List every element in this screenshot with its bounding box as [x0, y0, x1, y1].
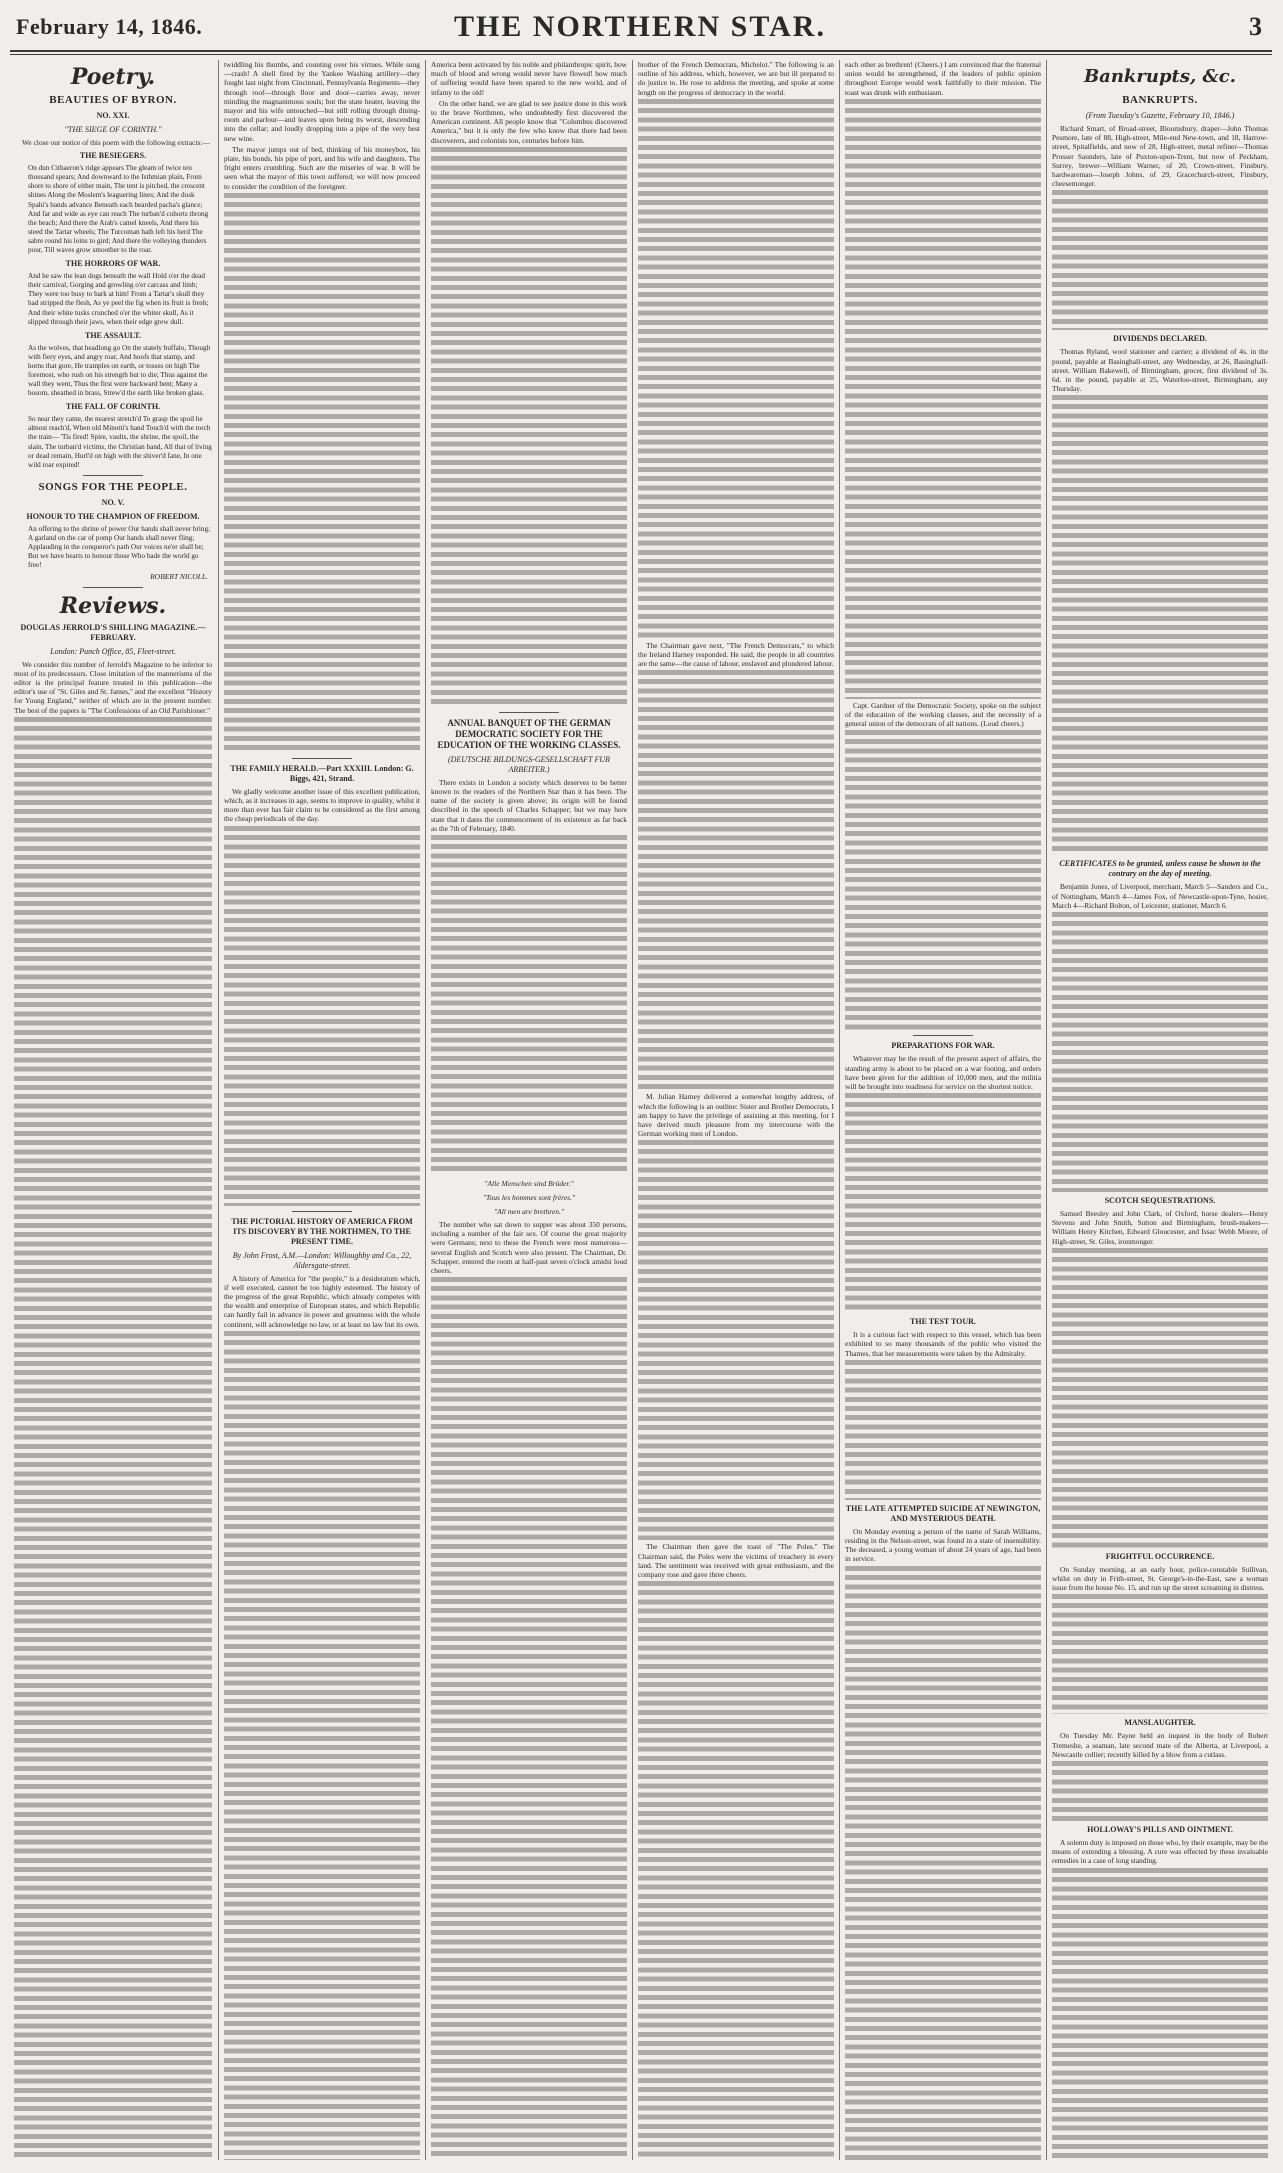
text-body-texture — [224, 1331, 420, 2160]
text-body-texture — [431, 1277, 627, 2160]
text-body-texture — [1052, 190, 1268, 330]
poem-intro: We close our notice of this poem with the following extracts:— — [22, 138, 210, 147]
text-body-texture — [638, 99, 834, 639]
poem-stanza: So near they came, the nearest stretch'd To grasp the spoil he almost reach'd, When old Minotti's hand Touch'd with the torch the train— 'Tis fired! Spire, vaults, the shrine, the spoil, the slain, The turban'd victims, the Christian band, All that of living or dead remain, Hurl'd on high with the shiver'd fane, In one wild roar expired! — [28, 415, 212, 469]
article-text: On Monday evening a person of the name of Sarah Williams, residing in the Nelson-street, was found in a state of insensibility. The deceased, a young woman of about 24 years of age, had been in service. — [845, 1526, 1041, 1564]
text-body-texture — [1052, 912, 1268, 1192]
article-text: The number who sat down to supper was about 350 persons, including a number of the fair sex. Of course the great majority were Germans; next to these the French were most numerous—several English and Scotch were also present. The Chairman, Dr. Schapper, entered the room at half-past seven o'clock amidst loud cheers. — [431, 1220, 627, 1276]
banquet-title: ANNUAL BANQUET OF THE GERMAN DEMOCRATIC SOCIETY FOR THE EDUCATION OF THE WORKING CLASSES. — [437, 717, 621, 750]
songs-number: NO. V. — [101, 497, 125, 507]
column-1 — [14, 60, 212, 2160]
poetry-heading: Poetry. — [70, 64, 156, 90]
outrage-title: THE TEST TOUR. — [910, 1317, 976, 1327]
gazette-source: (From Tuesday's Gazette, February 10, 1846.) — [1085, 111, 1235, 120]
article-text: Whatever may be the result of the present aspect of affairs, the standing army is about to be placed on a war footing, and orders have been given for the addition of 10,000 men, and the militia will be brought into readiness for service on the shortest notice. — [845, 1054, 1041, 1092]
text-body-texture — [845, 1566, 1041, 2160]
divider — [292, 758, 352, 759]
poem-stanza: An offering to the shrine of power Our hands shall never bring; A garland on the car of pomp Our hands shall never fling; Applauding in the conqueror's path Our voices ne'er shall be; But we have hearts to honour those Who bade the world go free! — [28, 524, 211, 570]
article-text: Richard Smart, of Broad-street, Bloomsbury, draper—John Thomas Pesmore, late of 88, High-street, Mile-end New-town, and 18, Harrow-street, Spitalfields, and now of 28, High-street, metal refiner—Thomas Prosser Saunders, late of Puxton-upon-Trent, but now of Peckham, Surrey, brewer—William Warner, of 20, Crown-street, Finsbury, hardwareman—Joseph Johns, of 29, Gracechurch-street, Finsbury, cheesemonger. — [1052, 124, 1268, 189]
text-body-texture — [845, 99, 1041, 699]
scotch-title: SCOTCH SEQUESTRATIONS. — [1104, 1196, 1216, 1206]
dividends-title: DIVIDENDS DECLARED. — [1113, 334, 1207, 344]
poem-subheading: THE BESIEGERS. — [79, 151, 147, 161]
column-rule — [425, 60, 426, 2160]
column-rule — [1046, 60, 1047, 2160]
poem-stanza: As the wolves, that headlong go On the stately buffalo, Though with fiery eyes, and angry roar, And hoofs that stamp, and horns that gore, He tramples on earth, or tosses on high The foremost, who rush on his strength but to die; Thus against the wall they went, Thus the first were backward bent; Many a bosom, sheathed in brass, Strew'd the earth like broken glass. — [28, 343, 211, 398]
article-text: each other as brethren! (Cheers.) I am convinced that the fraternal union would be strengthened, if the leaders of public opinion throughout Europe would work faithfully to their mission. The toast was drunk with enthusiasm. — [845, 60, 1041, 97]
page-number: 3 — [1249, 12, 1262, 41]
bankrupts-subheading: BANKRUPTS. — [1122, 94, 1198, 106]
article-text: The mayor jumps out of bed, thinking of his moneybox, his plate, his bonds, his pipe of port, and his wife and daughters. The fright enters crumbling. Such are the miseries of war. It will be seen what the mayor of this town suffered; we will now proceed to consider the condition of the foreigner. — [224, 144, 420, 191]
article-text: We gladly welcome another issue of this excellent publication, which, as it increases in age, seems to improve in quality, whilst it more than ever has fair claim to be considered as the first among the cheap periodicals of the day. — [224, 786, 420, 824]
poem-number: NO. XXI. — [96, 111, 130, 120]
text-body-texture — [845, 730, 1041, 1030]
text-body-texture — [845, 1360, 1041, 1500]
songs-poem-title: HONOUR TO THE CHAMPION OF FREEDOM. — [26, 511, 200, 521]
masthead-rule-thin — [10, 54, 1272, 55]
text-body-texture — [638, 1581, 834, 2160]
poem-signature: ROBERT NICOLL. — [150, 572, 208, 582]
text-body-texture — [224, 826, 420, 1206]
motto-english: "All men are brethren." — [493, 1207, 565, 1217]
column-4 — [638, 60, 834, 2160]
article-text: Thomas Ryland, wool stationer and carrier; a dividend of 4s. in the pound, payable at Basinghall-street, any Wednesday, at 26, Basinghall-street. William Bakewell, of Birmingham, grocer, first dividend of 3s. 6d. in the pound, payable at 25, Waterloo-street, Birmingham, any Thursday. — [1052, 347, 1268, 394]
text-body-texture — [638, 1140, 834, 1540]
column-5 — [845, 60, 1041, 2160]
article-text: Samuel Beesley and John Clark, of Oxford, horse dealers—Henry Stevens and John Smith, Sutton and Birmingham, brush-makers—William Henry Kitchen, Edward Gloucester, and Issac Webb Moore, of High-street, St. Giles, ironmonger. — [1052, 1209, 1268, 1246]
attempt-title: THE LATE ATTEMPTED SUICIDE AT NEWINGTON, AND MYSTERIOUS DEATH. — [845, 1503, 1041, 1523]
text-body-texture — [1052, 1594, 1268, 1714]
text-body-texture — [638, 670, 834, 1090]
article-text: America been activated by his noble and philanthropic spirit, how much of blood and wrong would never have flowed! how much of suffering would have been spared to the new world, and of infamy to the old! — [431, 60, 627, 97]
poem-stanza: On dun Cithaeron's ridge appears The gleam of twice ten thousand spears; And downward to the Isthmian plain, From shore to shore of either main, The tent is pitched, the crescent shines Along the Moslem's leaguering lines; And the dusk Spahi's bands advance Beneath each bearded pacha's glance; And far and wide as eye can reach The turban'd cohorts throng the beach; And there the Arab's camel kneels, And there his steed the Tartar wheels; The Turcoman hath left his herd The sabre round his loins to gird; And there the volleying thunders pour, Till waves grow smoother to the roar. — [28, 164, 209, 255]
divider — [83, 475, 143, 476]
poem-subheading: THE ASSAULT. — [84, 330, 142, 340]
review-text: We consider this number of Jerrold's Magazine to be inferior to most of its predecessors. Close imitation of the mannerisms of the editor is the principal feature treated in this publication—the editor's use of "St. Giles and St. James," and the excellent "History for Young England," neither of which are in the present number. The best of the papers is "The Confessions of an Old Parishioner." — [14, 659, 212, 715]
article-text: M. Julian Harney delivered a somewhat lengthy address, of which the following is an outline: Sister and Brother Democrats, I am happy to have the privilege of assisting at this meeting, for I have derived much pleasure from my intercourse with the German working men of London. — [638, 1092, 834, 1139]
article-text: On Tuesday Mr. Payne held an inquest in the body of Robert Tremeshe, a seaman, late second mate of the Alberta, at Liverpool, a Newcastle collier; recently killed by a blow from a cutlass. — [1052, 1731, 1268, 1759]
article-text: A solemn duty is imposed on those who, by their example, may be the means of extending a blessing. A cure was effected by these invaluable remedies in a case of long standing. — [1052, 1838, 1268, 1866]
text-body-texture — [1052, 395, 1268, 855]
article-text: On the other hand, we are glad to see justice done in this work to the brave Northmen, who undoubtedly first discovered the American continent. All people know that "Columbus discovered America," but it is only the few who know that there had been discoverers, and colonists too, centuries before him. — [431, 98, 627, 145]
pictorial-history-publisher: By John Frost, A.M.—London: Willoughby and Co., 22, Aldersgate-street. — [232, 1250, 412, 1270]
poem-subheading: THE HORRORS OF WAR. — [65, 259, 161, 269]
article-text: On Sunday morning, at an early hour, police-constable Sullivan, whilst on duty in Frith-street, St. George's-in-the-East, saw a woman issue from the house No. 15, and run up the street screaming in distress. — [1052, 1564, 1268, 1593]
poem-subheading: THE FALL OF CORINTH. — [65, 402, 161, 412]
column-rule — [218, 60, 219, 2160]
motto-french: "Tous les hommes sont frères." — [482, 1193, 576, 1203]
article-text: There exists in London a society which deserves to be better known to the readers of the Northern Star than it has been. The name of the society is given above; its origin will be found described in the speech of Charles Schapper; but we may here state that it dates the commencement of its existence as far back as the 7th of February, 1840. — [431, 777, 627, 833]
review-publisher: London: Punch Office, 85, Fleet-street. — [50, 646, 176, 656]
bankrupts-heading: Bankrupts, &c. — [1083, 66, 1237, 87]
article-text: It is a curious fact with respect to this vessel, which has been exhibited to so many thousands of the public who visited the Thames, that her measurements were taken by the Admiralty. — [845, 1330, 1041, 1358]
article-text: twiddling his thumbs, and counting over his virtues. While sung—crash! A shell fired by the Yankee Washing artillery—they fought last night from Cincinnati, Pennsylvania Regiments—they through roof—through floor and door—carries away, never minding the magnanimous souls; but the state heater, leaving the mayor and his wife untouched—but still rolling through dining-room and parlour—and leaves upon being its worst, descending into the cellar; and loudly dropping into a pipe of the very best new wine. — [224, 60, 420, 143]
text-body-texture — [14, 717, 212, 2160]
holloway-title: HOLLOWAY'S PILLS AND OINTMENT. — [1087, 1825, 1233, 1835]
article-text: Capt. Gardner of the Democratic Society, spoke on the subject of the education of the working classes, and the necessity of a general union of the democrats of all nations. (Loud cheers.) — [845, 700, 1041, 729]
pictorial-history-title: THE PICTORIAL HISTORY OF AMERICA FROM ITS DISCOVERY BY THE NORTHMEN, TO THE PRESENT TIME. — [231, 1216, 413, 1246]
text-body-texture — [431, 147, 627, 707]
masthead-rule — [10, 50, 1272, 52]
column-3 — [431, 60, 627, 2160]
masthead — [10, 4, 1270, 48]
text-body-texture — [1052, 1868, 1268, 2160]
column-rule — [632, 60, 633, 2160]
column-6 — [1052, 60, 1268, 2160]
text-body-texture — [224, 193, 420, 753]
article-text: Benjamin Jones, of Liverpool, merchant, March 5—Sanders and Co., of Nottingham, March 4—James Fox, of Newcastle-upon-Tyne, hosier, March 4—Richard Bolton, of Leicester, stationer, March 6. — [1052, 882, 1268, 910]
article-text: brother of the French Democrats, Michelot." The following is an outline of his address, which, however, we are but ill prepared to do justice to. He rose to address the meeting, and spoke at some length on the progress of democracy in the world. — [638, 60, 834, 97]
manslaughter-title: MANSLAUGHTER. — [1124, 1718, 1196, 1728]
motto-german: "Alle Menschen sind Brüder." — [484, 1179, 574, 1189]
divider — [292, 1211, 352, 1212]
frightful-title: FRIGHTFUL OCCURRENCE. — [1105, 1551, 1215, 1561]
family-herald-title: THE FAMILY HERALD.—Part XXXIII. London: G. Biggs, 421, Strand. — [230, 763, 414, 783]
review-title: DOUGLAS JERROLD'S SHILLING MAGAZINE.—FEBRUARY. — [20, 622, 206, 642]
column-2 — [224, 60, 420, 2160]
article-text: A history of America for "the people," is a desideratum which, if well executed, cannot be too highly esteemed. The history of the progress of the great Republic, which already competes with the wealth and enterprise of European states, and which Republic can hardly fail in advance in power and greatness with the whole continent, will acknowledge no law, or at least no law but its own. — [224, 1273, 420, 1329]
certificates-title: CERTIFICATES to be granted, unless cause be shown to the contrary on the day of meeting. — [1059, 859, 1261, 879]
divider — [499, 712, 559, 713]
war-title: PREPARATIONS FOR WAR. — [891, 1041, 995, 1051]
article-text: The Chairman then gave the toast of "The Poles." The Chairman said, the Poles were the victims of treachery in every land. The sentiment was received with great enthusiasm, and the company rose and gave three cheers. — [638, 1542, 834, 1580]
article-text: The Chairman gave next, "The French Democrats," to which the Ireland Harney responded. He said, the people in all countries are the same—the cause of labour, enslaved and plundered labour. — [638, 640, 834, 669]
reviews-heading: Reviews. — [59, 592, 167, 619]
divider — [913, 1035, 973, 1036]
divider — [83, 587, 143, 588]
poem-title: BEAUTIES OF BYRON. — [49, 94, 177, 106]
banquet-subtitle: (DEUTSCHE BILDUNGS-GESELLSCHAFT FUR ARBEITER.) — [447, 754, 611, 774]
text-body-texture — [845, 1093, 1041, 1313]
text-body-texture — [1052, 1248, 1268, 1548]
songs-title: SONGS FOR THE PEOPLE. — [38, 480, 188, 493]
issue-date: February 14, 1846. — [16, 14, 203, 39]
poem-stanza: And he saw the lean dogs beneath the wall Hold o'er the dead their carnival, Gorging and growling o'er carcass and limb; They were too busy to bark at him! From a Tartar's skull they had stripped the flesh, As ye peel the fig when its fruit is fresh; And their white tusks crunched o'er the whiter skull, As it slipped through their jaws, when their edge grew dull. — [28, 272, 209, 326]
newspaper-title: THE NORTHERN STAR. — [454, 10, 826, 43]
poem-source: "THE SIEGE OF CORINTH." — [64, 125, 162, 134]
text-body-texture — [1052, 1761, 1268, 1821]
text-body-texture — [431, 835, 627, 1175]
column-rule — [839, 60, 840, 2160]
